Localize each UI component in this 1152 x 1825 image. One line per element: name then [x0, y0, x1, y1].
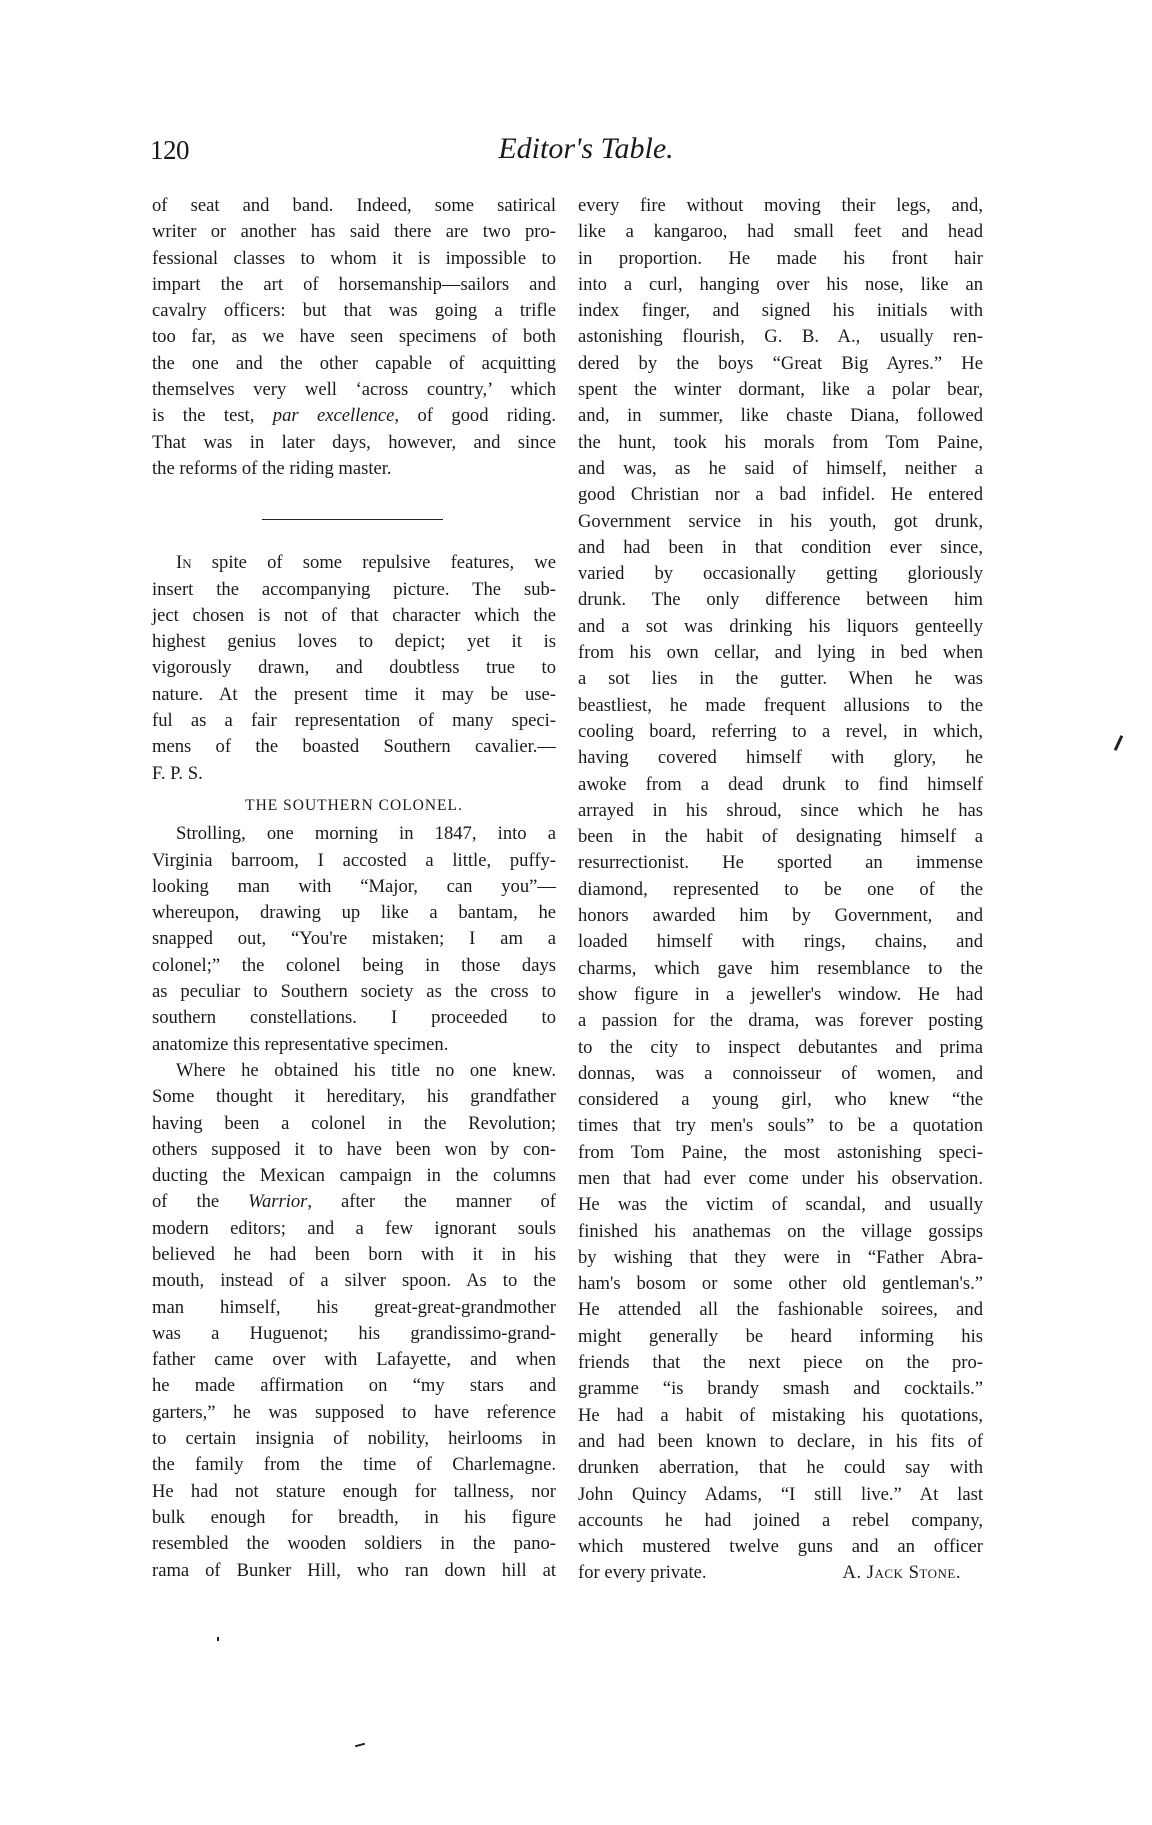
- text-line: fessional classes to whom it is impossible to: [152, 247, 556, 269]
- text-line: garters,” he was supposed to have reference: [152, 1401, 556, 1423]
- text-line: and had been in that condition ever since,: [578, 536, 983, 558]
- text-line: astonishing flourish, G. B. A., usually ren-: [578, 326, 983, 348]
- running-head: Editor's Table.: [498, 132, 674, 165]
- text-line: like a kangaroo, had small feet and head: [578, 221, 983, 243]
- text-line: anatomize this representative specimen.: [152, 1033, 449, 1055]
- text-line: Virginia barroom, I accosted a little, puffy-: [152, 849, 556, 871]
- text-line: Some thought it hereditary, his grandfather: [152, 1086, 556, 1108]
- text-line: highest genius loves to depict; yet it is: [152, 631, 556, 653]
- text-line: donnas, was a connoisseur of women, and: [578, 1062, 983, 1084]
- text-line: believed he had been born with it in his: [152, 1243, 556, 1265]
- text-line: whereupon, drawing up like a bantam, he: [152, 902, 556, 924]
- text-line: In spite of some repulsive features, we: [176, 552, 556, 574]
- text-line: He was the victim of scandal, and usually: [578, 1194, 983, 1216]
- text-line: He had not stature enough for tallness, nor: [152, 1480, 556, 1502]
- text-line: been in the habit of designating himself a: [578, 826, 983, 848]
- text-line: spent the winter dormant, like a polar bear,: [578, 379, 983, 401]
- text-line: gramme “is brandy smash and cocktails.”: [578, 1378, 983, 1400]
- text-line: That was in later days, however, and since: [152, 431, 556, 453]
- closing-text: for every private.: [578, 1562, 707, 1584]
- text-line: by wishing that they were in “Father Abra-: [578, 1246, 983, 1268]
- text-line: resurrectionist. He sported an immense: [578, 852, 983, 874]
- text-line: father came over with Lafayette, and when: [152, 1349, 556, 1371]
- article-paragraph-1: [152, 821, 556, 1058]
- text-line: was a Huguenot; his grandissimo-grand-: [152, 1322, 556, 1344]
- article-title: THE SOUTHERN COLONEL.: [245, 796, 463, 814]
- text-line: resembled the wooden soldiers in the pano-: [152, 1533, 556, 1555]
- text-line: the hunt, took his morals from Tom Paine,: [578, 431, 983, 453]
- text-line: modern editors; and a few ignorant souls: [152, 1217, 556, 1239]
- editor-note: [152, 550, 556, 787]
- text-line: and had been known to declare, in his fits of: [578, 1430, 983, 1452]
- author-signature: A. Jack Stone.: [842, 1562, 961, 1584]
- text-line: F. P. S.: [152, 762, 203, 784]
- text-line: of seat and band. Indeed, some satirical: [152, 195, 556, 216]
- text-line: charms, which gave him resemblance to the: [578, 957, 983, 979]
- text-line: drunk. The only difference between him: [578, 589, 983, 611]
- text-line: man himself, his great-great-grandmother: [152, 1296, 556, 1318]
- text-line: from Tom Paine, the most astonishing speci-: [578, 1141, 983, 1163]
- text-line: drunken aberration, that he could say with: [578, 1457, 983, 1479]
- text-line: from his own cellar, and lying in bed when: [578, 642, 983, 664]
- text-line: a passion for the drama, was forever posting: [578, 1010, 983, 1032]
- closing-line: [578, 1560, 983, 1586]
- text-line: in proportion. He made his front hair: [578, 247, 983, 269]
- text-line: colonel;” the colonel being in those days: [152, 954, 556, 976]
- text-line: looking man with “Major, can you”—: [152, 875, 556, 897]
- text-line: the one and the other capable of acquitting: [152, 352, 556, 374]
- text-line: varied by occasionally getting gloriously: [578, 563, 983, 585]
- text-line: mouth, instead of a silver spoon. As to the: [152, 1270, 556, 1292]
- text-line: having been a colonel in the Revolution;: [152, 1112, 556, 1134]
- text-line: men that had ever come under his observation.: [578, 1167, 983, 1189]
- text-line: awoke from a dead drunk to find himself: [578, 773, 983, 795]
- text-line: finished his anathemas on the village gossips: [578, 1220, 983, 1242]
- text-line: John Quincy Adams, “I still live.” At last: [578, 1483, 983, 1505]
- text-line: show figure in a jeweller's window. He had: [578, 983, 983, 1005]
- text-line: themselves very well ‘across country,’ which: [152, 379, 556, 401]
- scan-speck: [217, 1637, 219, 1641]
- text-line: to the city to inspect debutantes and prima: [578, 1036, 983, 1058]
- continuation-paragraph: [152, 193, 556, 482]
- text-line: a sot lies in the gutter. When he was: [578, 668, 983, 690]
- text-line: vigorously drawn, and doubtless true to: [152, 657, 556, 679]
- article-paragraph-2: [152, 1058, 556, 1584]
- text-line: beastliest, he made frequent allusions to the: [578, 694, 983, 716]
- text-line: ject chosen is not of that character which the: [152, 604, 556, 626]
- text-line: arrayed in his shroud, since which he has: [578, 799, 983, 821]
- text-line: times that try men's souls” to be a quotation: [578, 1115, 983, 1137]
- scan-speck: [1114, 735, 1123, 751]
- text-line: Government service in his youth, got drunk,: [578, 510, 983, 532]
- text-line: southern constellations. I proceeded to: [152, 1007, 556, 1029]
- text-line: having covered himself with glory, he: [578, 747, 983, 769]
- text-line: accounts he had joined a rebel company,: [578, 1509, 983, 1531]
- text-line: the family from the time of Charlemagne.: [152, 1454, 556, 1476]
- text-line: every fire without moving their legs, and,: [578, 195, 983, 216]
- text-line: into a curl, hanging over his nose, like an: [578, 273, 983, 295]
- text-line: of the Warrior, after the manner of: [152, 1191, 556, 1213]
- text-line: honors awarded him by Government, and: [578, 905, 983, 927]
- text-line: writer or another has said there are two pro-: [152, 221, 556, 243]
- text-line: diamond, represented to be one of the: [578, 878, 983, 900]
- text-line: and, in summer, like chaste Diana, followed: [578, 405, 983, 427]
- text-line: friends that the next piece on the pro-: [578, 1352, 983, 1374]
- text-line: Where he obtained his title no one knew.: [176, 1059, 556, 1081]
- text-line: index finger, and signed his initials with: [578, 300, 983, 322]
- text-line: nature. At the present time it may be use-: [152, 683, 556, 705]
- text-line: which mustered twelve guns and an officer: [578, 1536, 983, 1558]
- text-line: too far, as we have seen specimens of both: [152, 326, 556, 348]
- page-number: 120: [150, 135, 189, 165]
- text-line: considered a young girl, who knew “the: [578, 1089, 983, 1111]
- text-line: and was, as he said of himself, neither a: [578, 457, 983, 479]
- text-line: rama of Bunker Hill, who ran down hill at: [152, 1559, 556, 1581]
- text-line: insert the accompanying picture. The sub-: [152, 578, 556, 600]
- text-line: impart the art of horsemanship—sailors and: [152, 273, 556, 295]
- text-line: He had a habit of mistaking his quotations,: [578, 1404, 983, 1426]
- text-line: mens of the boasted Southern cavalier.—: [152, 736, 556, 758]
- text-line: good Christian nor a bad infidel. He entered: [578, 484, 983, 506]
- text-line: ham's bosom or some other old gentleman's.”: [578, 1273, 983, 1295]
- text-line: cavalry officers: but that was going a trifle: [152, 300, 556, 322]
- text-line: dered by the boys “Great Big Ayres.” He: [578, 352, 983, 374]
- text-line: he made affirmation on “my stars and: [152, 1375, 556, 1397]
- text-line: the reforms of the riding master.: [152, 457, 392, 479]
- text-line: bulk enough for breadth, in his figure: [152, 1506, 556, 1528]
- text-line: ducting the Mexican campaign in the columns: [152, 1165, 556, 1187]
- text-line: cooling board, referring to a revel, in which,: [578, 720, 983, 742]
- text-line: might generally be heard informing his: [578, 1325, 983, 1347]
- text-line: ful as a fair representation of many speci-: [152, 710, 556, 732]
- scan-speck: [355, 1743, 365, 1748]
- left-column: [152, 193, 556, 1584]
- text-line: is the test, par excellence, of good riding.: [152, 405, 556, 427]
- text-line: as peculiar to Southern society as the cross to: [152, 981, 556, 1003]
- text-line: and a sot was drinking his liquors genteelly: [578, 615, 983, 637]
- text-line: to certain insignia of nobility, heirlooms in: [152, 1428, 556, 1450]
- text-line: loaded himself with rings, chains, and: [578, 931, 983, 953]
- text-line: others supposed it to have been won by con-: [152, 1138, 556, 1160]
- article-continuation: [578, 193, 983, 1560]
- text-line: He attended all the fashionable soirees, and: [578, 1299, 983, 1321]
- text-line: snapped out, “You're mistaken; I am a: [152, 928, 556, 950]
- right-column: [578, 193, 983, 1587]
- text-line: Strolling, one morning in 1847, into a: [176, 823, 556, 845]
